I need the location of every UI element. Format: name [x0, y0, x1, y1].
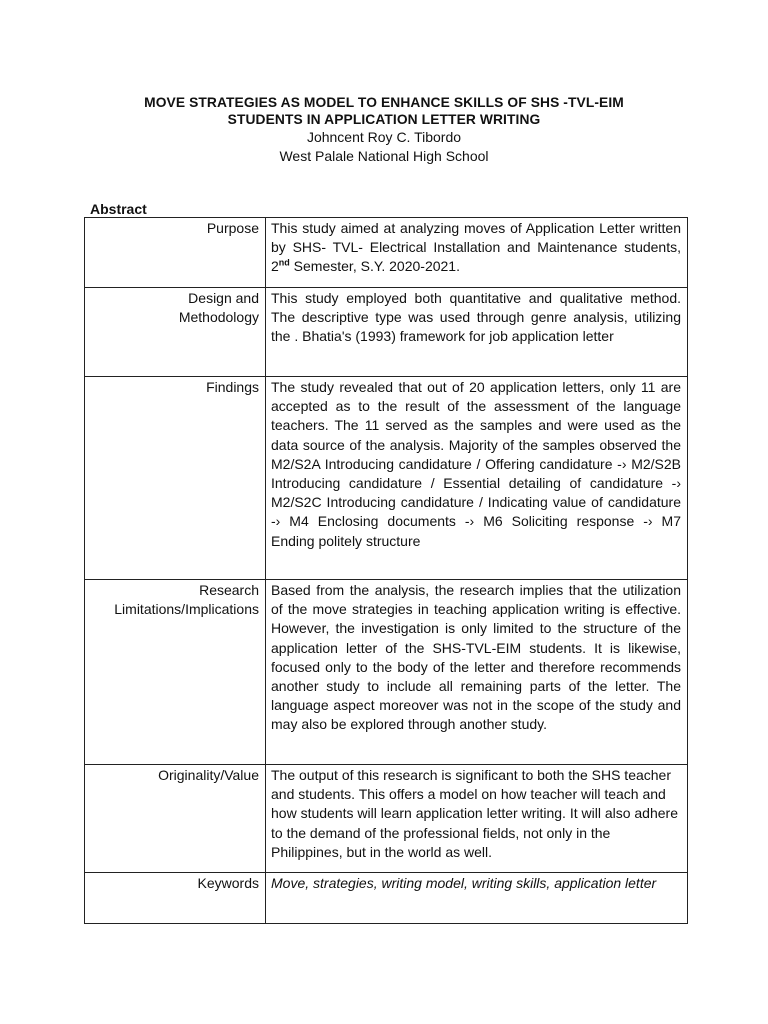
- abstract-table: [84, 217, 688, 924]
- abstract-row-findings: [85, 377, 688, 580]
- row-label: [85, 873, 266, 924]
- abstract-row-research: [85, 580, 688, 765]
- abstract-row-originality: [85, 765, 688, 873]
- row-label: [85, 765, 266, 873]
- findings-text: The study revealed that out of 20 application letters, only 11 are accepted as to the result of the assessment of the language teachers. The 11 served as the samples and were used as the data source of the analysis. Majority of the samples observed the M2/S2A Introducing candidature / Offering candidature -› M2/S2B Introducing candidature / Essential detailing of candidature -› M2/S2C Introducing candidature / Indicating value of candidature -› M4 Enclosing documents -› M6 Soliciting response -› M7 Ending politely structure: [266, 377, 688, 580]
- row-label: [85, 377, 266, 580]
- keywords-label: Keywords: [197, 875, 259, 891]
- purpose-text-end: Semester, S.Y. 2020-2021.: [289, 258, 460, 275]
- research-label-line-1: Research: [199, 582, 259, 598]
- research-label-line-2: Limitations/Implications: [114, 601, 259, 618]
- abstract-row-purpose: [85, 218, 688, 288]
- originality-text: The output of this research is significant to both the SHS teacher and students. This offers a model on how teacher will teach and how students will learn application letter writing. It will also adhere to the demand of the professional fields, not only in the Philippines, but in the world as well.: [266, 765, 688, 873]
- design-label-line-1: Design and: [188, 290, 259, 306]
- purpose-label: Purpose: [206, 220, 259, 236]
- design-text: This study employed both quantitative and qualitative method. The descriptive type was used through genre analysis, utilizing the . Bhatia's (1993) framework for job application letter: [266, 288, 688, 377]
- paper-title-line-1: MOVE STRATEGIES AS MODEL TO ENHANCE SKILLS OF SHS -TVL-EIM: [144, 95, 624, 110]
- purpose-text: [266, 218, 688, 288]
- purpose-text-main: This study aimed at analyzing moves of Application Letter written by SHS- TVL- Electrical Installation and Maintenance students, 2: [271, 220, 681, 275]
- findings-label: Findings: [206, 379, 259, 395]
- design-label-line-2: Methodology: [178, 309, 259, 326]
- author-name: Johncent Roy C. Tibordo: [306, 129, 462, 145]
- abstract-row-design: [85, 288, 688, 377]
- purpose-text-superscript: nd: [278, 257, 290, 268]
- abstract-row-keywords: [85, 873, 688, 924]
- research-text: Based from the analysis, the research implies that the utilization of the move strategies in teaching application writing is effective. However, the investigation is only limited to the structure of the application letter of the SHS-TVL-EIM students. It is likewise, focused only to the body of the letter and therefore recommends another study to include all remaining parts of the letter. The language aspect moreover was not in the scope of the study and may also be explored through another study.: [266, 580, 688, 765]
- originality-label: Originality/Value: [158, 767, 259, 783]
- keywords-text: Move, strategies, writing model, writing skills, application letter: [266, 873, 688, 924]
- abstract-heading: Abstract: [90, 201, 147, 217]
- row-label: [85, 288, 266, 377]
- paper-title-line-2: STUDENTS IN APPLICATION LETTER WRITING: [227, 112, 541, 127]
- row-label: [85, 218, 266, 288]
- school-name: West Palale National High School: [279, 148, 489, 164]
- row-label: [85, 580, 266, 765]
